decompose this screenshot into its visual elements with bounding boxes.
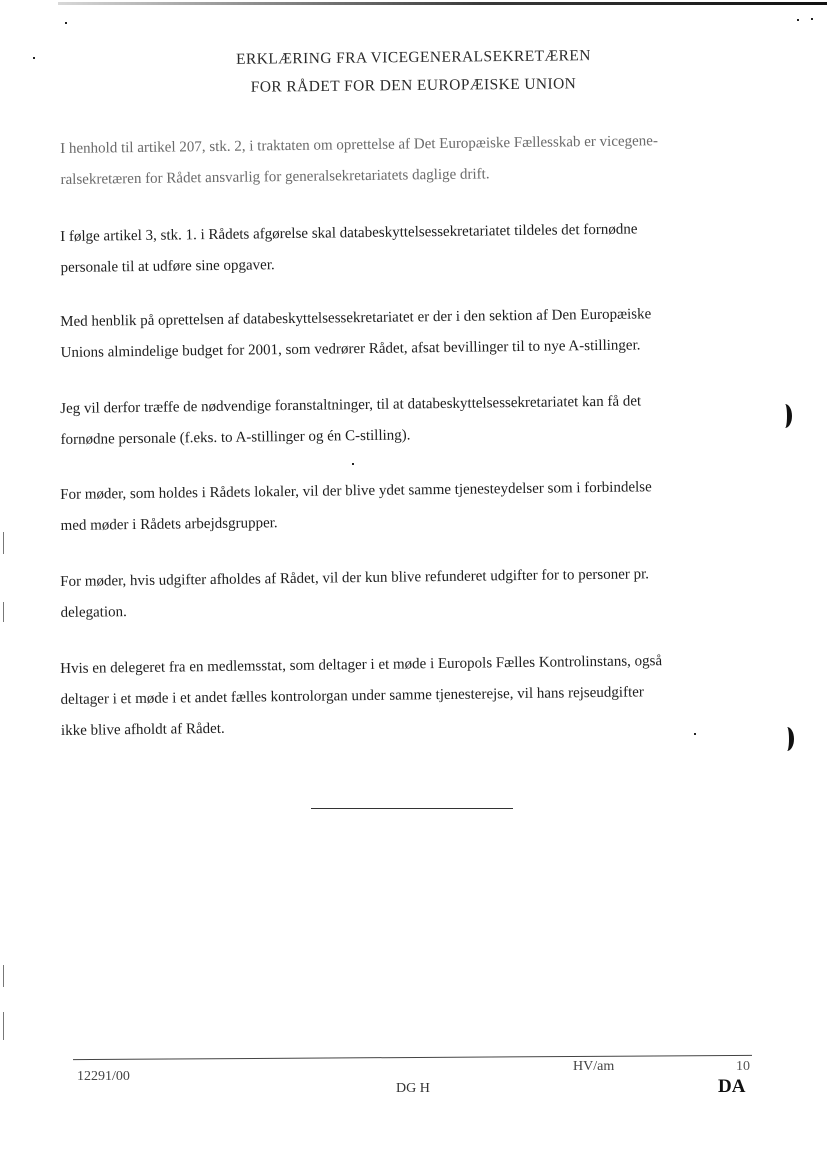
paragraph-line: personale til at udføre sine opgaver. bbox=[60, 257, 275, 276]
scan-edge-mark bbox=[3, 1012, 4, 1040]
scan-edge-mark bbox=[3, 965, 4, 987]
paragraph-line: I følge artikel 3, stk. 1. i Rådets afgørelse skal databeskyttelsessekretariatet tildeles det fornødne bbox=[60, 221, 638, 245]
paragraph-line: Med henblik på oprettelsen af databeskyttelsessekretariatet er der i den sektion af Den Europæiske bbox=[60, 306, 652, 330]
paragraph-3 bbox=[60, 298, 741, 369]
paragraph-line: med møder i Rådets arbejdsgrupper. bbox=[60, 515, 278, 534]
footer-rule bbox=[73, 1055, 752, 1060]
paragraph-2 bbox=[60, 213, 741, 284]
paragraph-6 bbox=[60, 558, 741, 629]
paragraph-line: fornødne personale (f.eks. to A-stillinger og én C-stilling). bbox=[60, 427, 411, 448]
separator-line bbox=[311, 808, 513, 809]
paragraph-line: For møder, hvis udgifter afholdes af Rådet, vil der kun blive refunderet udgifter for to personer pr. bbox=[60, 566, 650, 590]
scan-speck bbox=[811, 18, 813, 20]
paragraph-line: Jeg vil derfor træffe de nødvendige foranstaltninger, til at databeskyttelsessekretariatet kan få det bbox=[60, 393, 642, 417]
paragraph-line: ralsekretæren for Rådet ansvarlig for generalsekretariatets daglige drift. bbox=[60, 166, 490, 188]
document-heading bbox=[0, 44, 827, 100]
scan-edge-mark bbox=[3, 602, 4, 622]
scan-speck bbox=[694, 733, 696, 735]
scan-speck bbox=[352, 463, 354, 465]
document-number: 12291/00 bbox=[77, 1069, 130, 1084]
scan-speck bbox=[65, 22, 67, 24]
language-code: DA bbox=[718, 1076, 746, 1097]
paragraph-1 bbox=[60, 125, 741, 196]
scan-top-edge bbox=[58, 2, 827, 5]
paragraph-line: delegation. bbox=[60, 604, 127, 621]
scan-speck bbox=[797, 19, 799, 21]
paragraph-line: Hvis en delegeret fra en medlemsstat, som deltager i et møde i Europols Fælles Kontrolinstans, også bbox=[60, 653, 663, 677]
author-initials: HV/am bbox=[573, 1059, 615, 1074]
paragraph-4 bbox=[60, 385, 741, 456]
heading-line-2: FOR RÅDET FOR DEN EUROPÆISKE UNION bbox=[250, 75, 577, 96]
heading-line-1: ERKLÆRING FRA VICEGENERALSEKRETÆREN bbox=[236, 47, 591, 68]
paragraph-7 bbox=[60, 645, 741, 747]
scan-speck bbox=[33, 57, 35, 59]
paragraph-line: For møder, som holdes i Rådets lokaler, vil der blive ydet samme tjenesteydelser som i forbindelse bbox=[60, 479, 652, 503]
paragraph-line: I henhold til artikel 207, stk. 2, i traktaten om oprettelse af Det Europæiske Fællesskab er vicegene- bbox=[60, 133, 659, 157]
page-number: 10 bbox=[736, 1059, 750, 1074]
directorate-code: DG H bbox=[396, 1081, 430, 1096]
paragraph-line: Unions almindelige budget for 2001, som vedrører Rådet, afsat bevillinger til to nye A-stillinger. bbox=[60, 337, 641, 361]
paragraph-5 bbox=[60, 471, 741, 542]
paragraph-line: deltager i et møde i et andet fælles kontrolorgan under samme tjenesterejse, vil hans rejseudgifter bbox=[60, 684, 644, 708]
scan-edge-mark bbox=[3, 532, 4, 554]
punch-hole-mark bbox=[780, 727, 794, 751]
punch-hole-mark bbox=[778, 404, 792, 428]
paragraph-line: ikke blive afholdt af Rådet. bbox=[60, 720, 225, 739]
